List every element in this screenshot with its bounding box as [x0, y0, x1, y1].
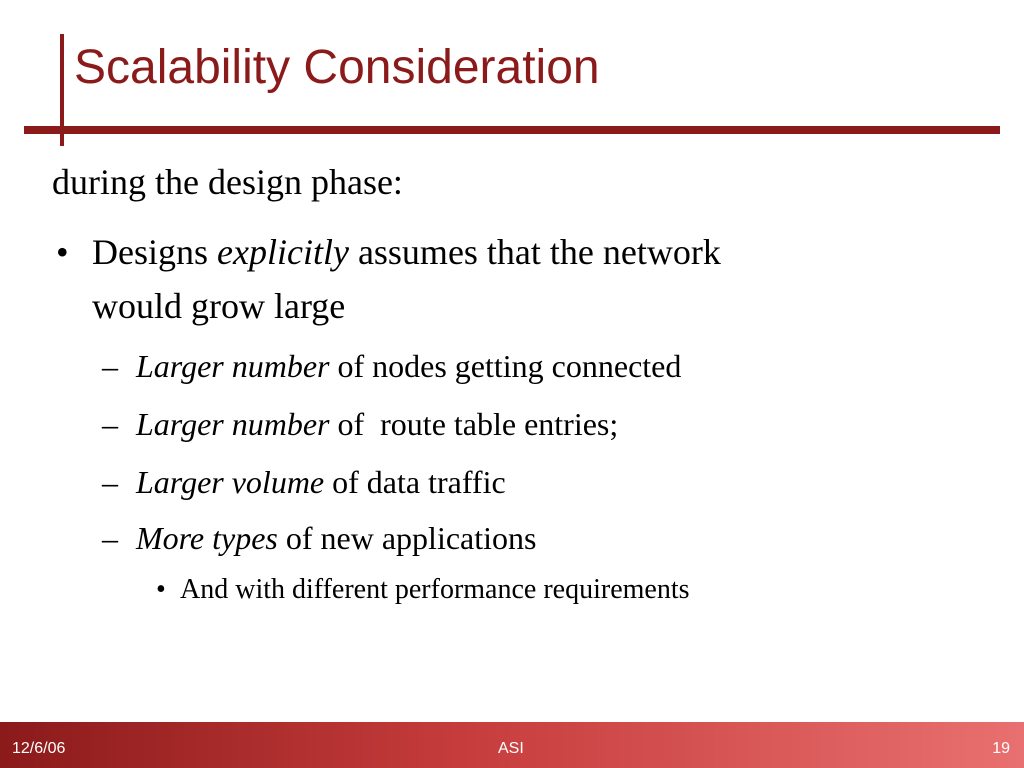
sub-bullet-rest: of data traffic — [324, 464, 506, 500]
bullet-continuation: would grow large — [92, 286, 346, 326]
sub-bullet-marker: – — [102, 406, 118, 442]
sub-bullet-emphasis: Larger number — [136, 406, 330, 442]
sub-bullet-marker: – — [102, 464, 118, 500]
bullet-emphasis: explicitly — [217, 232, 349, 272]
sub-bullet-emphasis: Larger number — [136, 348, 330, 384]
sub-bullet-text — [136, 346, 681, 386]
sub-bullet-text — [136, 518, 536, 558]
sub-sub-bullet-marker: • — [156, 574, 166, 605]
sub-bullet-marker: – — [102, 348, 118, 384]
footer-bar — [0, 722, 1024, 768]
footer-date: 12/6/06 — [12, 740, 66, 757]
sub-bullet-emphasis: More types — [136, 520, 278, 556]
bullet-marker: • — [56, 232, 69, 272]
sub-bullet-rest: of new applications — [277, 520, 537, 556]
intro-text: during the design phase: — [52, 162, 403, 202]
sub-bullet-emphasis: Larger volume — [136, 464, 325, 500]
bullet-prefix: Designs — [92, 232, 217, 272]
bullet-text — [92, 226, 721, 278]
bullet-suffix: assumes that the network — [348, 232, 721, 272]
footer-center-label: ASI — [498, 740, 524, 757]
sub-bullet-rest: of nodes getting connected — [329, 348, 682, 384]
slide-title: Scalability Consideration — [74, 41, 600, 94]
title-horizontal-rule — [24, 126, 1000, 134]
sub-bullet-text — [136, 404, 618, 444]
sub-bullet-rest: of route table entries; — [329, 406, 619, 442]
sub-bullet-marker: – — [102, 520, 118, 556]
sub-sub-bullet-text: And with different performance requirements — [180, 574, 690, 605]
footer-page-number: 19 — [992, 740, 1010, 757]
sub-bullet-text — [136, 462, 506, 502]
